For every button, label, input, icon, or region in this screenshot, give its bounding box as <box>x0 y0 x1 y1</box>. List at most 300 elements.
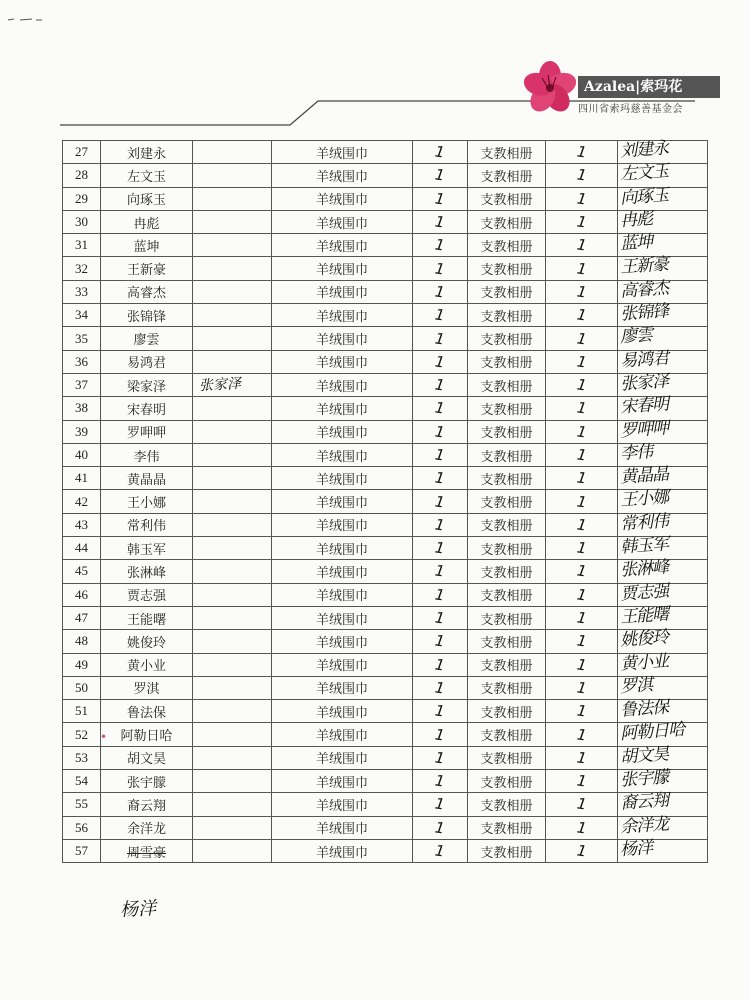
item-album: 支教相册 <box>468 583 546 606</box>
quantity-tick: 1 <box>575 305 588 325</box>
quantity-tick: 1 <box>575 142 588 162</box>
item-scarf: 羊绒围巾 <box>272 653 413 676</box>
signature-cell-left <box>193 304 272 327</box>
quantity-mark <box>546 676 618 699</box>
signature-cell-left <box>193 420 272 443</box>
recipient-name: 梁家泽 <box>101 373 193 396</box>
recipient-name: 王新豪 <box>101 257 193 280</box>
recipient-table <box>62 140 708 863</box>
quantity-tick: 1 <box>434 468 446 488</box>
item-album: 支教相册 <box>468 723 546 746</box>
row-number: 29 <box>63 187 101 210</box>
recipient-name: 张锦锋 <box>101 304 193 327</box>
quantity-tick: 1 <box>434 422 446 442</box>
quantity-tick: 1 <box>575 655 588 675</box>
quantity-mark <box>413 141 468 164</box>
item-scarf: 羊绒围巾 <box>272 746 413 769</box>
signature-cell-left <box>193 280 272 303</box>
item-scarf: 羊绒围巾 <box>272 839 413 862</box>
signature-cell-left <box>193 770 272 793</box>
quantity-tick: 1 <box>434 515 446 535</box>
item-album: 支教相册 <box>468 420 546 443</box>
foundation-name: 四川省索玛慈善基金会 <box>578 104 683 115</box>
quantity-mark <box>413 513 468 536</box>
item-scarf: 羊绒围巾 <box>272 513 413 536</box>
handwritten-signature: 裔云翔 <box>619 790 669 814</box>
recipient-name: 李伟 <box>101 443 193 466</box>
item-scarf: 羊绒围巾 <box>272 141 413 164</box>
quantity-tick: 1 <box>575 585 588 605</box>
quantity-mark <box>546 141 618 164</box>
item-scarf: 羊绒围巾 <box>272 210 413 233</box>
handwritten-signature: 高睿杰 <box>619 278 669 302</box>
handwritten-signature: 冉彪 <box>619 208 653 231</box>
quantity-tick: 1 <box>434 631 446 651</box>
quantity-tick: 1 <box>434 212 446 232</box>
quantity-mark <box>546 210 618 233</box>
item-scarf: 羊绒围巾 <box>272 467 413 490</box>
signature-cell-left <box>193 746 272 769</box>
row-number: 45 <box>63 560 101 583</box>
row-number: 50 <box>63 676 101 699</box>
quantity-mark <box>546 280 618 303</box>
recipient-name: 贾志强 <box>101 583 193 606</box>
row-number: 37 <box>63 373 101 396</box>
signature-cell-left <box>193 234 272 257</box>
item-scarf: 羊绒围巾 <box>272 537 413 560</box>
item-scarf: 羊绒围巾 <box>272 676 413 699</box>
item-album: 支教相册 <box>468 793 546 816</box>
row-number: 36 <box>63 350 101 373</box>
quantity-mark <box>413 443 468 466</box>
recipient-name: 周雪豪 <box>101 839 193 862</box>
recipient-name: 罗淇 <box>101 676 193 699</box>
quantity-tick: 1 <box>575 841 588 861</box>
quantity-tick: 1 <box>575 794 588 815</box>
item-scarf: 羊绒围巾 <box>272 443 413 466</box>
quantity-tick: 1 <box>575 235 588 255</box>
row-number: 57 <box>63 839 101 862</box>
handwritten-signature: 易鸿君 <box>619 348 669 372</box>
quantity-tick: 1 <box>434 235 446 255</box>
signature-cell-left <box>193 560 272 583</box>
quantity-mark <box>546 816 618 839</box>
item-album: 支教相册 <box>468 606 546 629</box>
handwritten-signature: 左文玉 <box>619 161 669 185</box>
handwritten-signature: 胡文昊 <box>619 744 669 768</box>
item-scarf: 羊绒围巾 <box>272 280 413 303</box>
quantity-mark <box>413 327 468 350</box>
table-row <box>63 420 708 443</box>
table-row <box>63 746 708 769</box>
quantity-tick: 1 <box>434 794 446 815</box>
quantity-mark <box>413 700 468 723</box>
table-row <box>63 723 708 746</box>
item-album: 支教相册 <box>468 560 546 583</box>
table-row <box>63 816 708 839</box>
item-scarf: 羊绒围巾 <box>272 490 413 513</box>
signature-cell-left <box>193 630 272 653</box>
signature-cell-left <box>193 164 272 187</box>
row-number: 33 <box>63 280 101 303</box>
quantity-mark <box>546 397 618 420</box>
quantity-mark <box>413 653 468 676</box>
below-table-signature: 杨洋 <box>119 898 157 921</box>
quantity-mark <box>413 816 468 839</box>
quantity-mark <box>546 490 618 513</box>
row-number: 46 <box>63 583 101 606</box>
recipient-name: 余洋龙 <box>101 816 193 839</box>
quantity-mark <box>413 630 468 653</box>
table-row <box>63 234 708 257</box>
quantity-mark <box>546 630 618 653</box>
quantity-tick: 1 <box>434 259 446 279</box>
signature-cell-left <box>193 606 272 629</box>
quantity-mark <box>413 676 468 699</box>
quantity-mark <box>546 304 618 327</box>
quantity-tick: 1 <box>575 631 588 651</box>
signature-cell-left <box>193 816 272 839</box>
signature-cell-left <box>193 187 272 210</box>
quantity-tick: 1 <box>434 492 446 512</box>
item-album: 支教相册 <box>468 537 546 560</box>
quantity-tick: 1 <box>434 305 446 325</box>
recipient-name: 蓝坤 <box>101 234 193 257</box>
table-row <box>63 630 708 653</box>
quantity-mark <box>413 257 468 280</box>
table-row <box>63 397 708 420</box>
handwritten-signature: 黄小业 <box>619 650 669 675</box>
item-scarf: 羊绒围巾 <box>272 234 413 257</box>
quantity-mark <box>413 373 468 396</box>
signature-cell <box>618 839 708 862</box>
quantity-tick: 1 <box>575 445 588 465</box>
quantity-mark <box>546 257 618 280</box>
quantity-mark <box>413 746 468 769</box>
handwritten-signature: 王新豪 <box>619 254 669 279</box>
item-album: 支教相册 <box>468 770 546 793</box>
corner-scribble <box>6 14 46 24</box>
quantity-mark <box>546 443 618 466</box>
item-scarf: 羊绒围巾 <box>272 350 413 373</box>
signature-cell-left <box>193 257 272 280</box>
table-row <box>63 141 708 164</box>
quantity-mark <box>413 350 468 373</box>
table-row <box>63 280 708 303</box>
quantity-mark <box>546 793 618 816</box>
handwritten-signature: 宋春明 <box>619 394 669 418</box>
quantity-mark <box>413 467 468 490</box>
recipient-name: 廖雲 <box>101 327 193 350</box>
handwritten-signature: 张家泽 <box>198 375 242 395</box>
item-album: 支教相册 <box>468 653 546 676</box>
row-number: 35 <box>63 327 101 350</box>
quantity-mark <box>546 583 618 606</box>
row-number: 32 <box>63 257 101 280</box>
item-album: 支教相册 <box>468 700 546 723</box>
quantity-tick: 1 <box>575 259 588 279</box>
row-number: 44 <box>63 537 101 560</box>
handwritten-signature: 王能曙 <box>619 604 669 628</box>
quantity-mark <box>413 793 468 816</box>
row-number: 39 <box>63 420 101 443</box>
quantity-tick: 1 <box>575 328 588 349</box>
recipient-name: 王小娜 <box>101 490 193 513</box>
row-number: 28 <box>63 164 101 187</box>
item-scarf: 羊绒围巾 <box>272 630 413 653</box>
quantity-mark <box>546 467 618 490</box>
quantity-mark <box>413 537 468 560</box>
item-scarf: 羊绒围巾 <box>272 257 413 280</box>
quantity-tick: 1 <box>575 165 588 186</box>
recipient-name: 裔云翔 <box>101 793 193 816</box>
handwritten-signature: 张淋峰 <box>619 557 669 581</box>
quantity-tick: 1 <box>434 189 446 209</box>
recipient-name: 胡文昊 <box>101 746 193 769</box>
signature-cell-left <box>193 443 272 466</box>
row-number: 43 <box>63 513 101 536</box>
item-scarf: 羊绒围巾 <box>272 420 413 443</box>
table-row <box>63 700 708 723</box>
quantity-tick: 1 <box>575 422 588 442</box>
quantity-tick: 1 <box>434 165 446 186</box>
row-number: 52 <box>63 723 101 746</box>
quantity-tick: 1 <box>434 748 446 768</box>
item-scarf: 羊绒围巾 <box>272 397 413 420</box>
quantity-tick: 1 <box>434 585 446 605</box>
quantity-mark <box>546 350 618 373</box>
quantity-tick: 1 <box>434 445 446 465</box>
quantity-mark <box>546 606 618 629</box>
quantity-mark <box>413 397 468 420</box>
row-number: 51 <box>63 700 101 723</box>
table-row <box>63 560 708 583</box>
quantity-mark <box>546 560 618 583</box>
signature-cell-left <box>193 700 272 723</box>
table-row <box>63 770 708 793</box>
handwritten-signature: 鲁法保 <box>619 697 669 721</box>
signature-cell-left <box>193 839 272 862</box>
quantity-tick: 1 <box>575 771 588 791</box>
item-album: 支教相册 <box>468 630 546 653</box>
handwritten-signature: 贾志强 <box>619 580 669 605</box>
item-scarf: 羊绒围巾 <box>272 304 413 327</box>
quantity-tick: 1 <box>575 375 588 395</box>
quantity-tick: 1 <box>434 771 446 791</box>
quantity-mark <box>546 164 618 187</box>
azalea-flower-icon <box>520 58 578 122</box>
quantity-tick: 1 <box>575 492 588 512</box>
table-row <box>63 537 708 560</box>
row-number: 55 <box>63 793 101 816</box>
quantity-tick: 1 <box>434 538 446 558</box>
quantity-mark <box>413 560 468 583</box>
table-row <box>63 373 708 396</box>
table-row <box>63 467 708 490</box>
handwritten-signature: 常利伟 <box>619 511 669 535</box>
recipient-name: 左文玉 <box>101 164 193 187</box>
quantity-mark <box>546 653 618 676</box>
signature-cell-left <box>193 373 272 396</box>
row-number: 47 <box>63 606 101 629</box>
row-number: 49 <box>63 653 101 676</box>
handwritten-signature: 张锦锋 <box>619 301 669 325</box>
quantity-mark <box>546 187 618 210</box>
quantity-mark <box>413 420 468 443</box>
item-album: 支教相册 <box>468 187 546 210</box>
handwritten-signature: 张宇朦 <box>619 767 669 791</box>
row-number: 27 <box>63 141 101 164</box>
quantity-mark <box>413 280 468 303</box>
row-number: 41 <box>63 467 101 490</box>
item-album: 支教相册 <box>468 304 546 327</box>
table-row <box>63 443 708 466</box>
table-row <box>63 676 708 699</box>
handwritten-signature: 李伟 <box>619 441 653 464</box>
signature-cell-left <box>193 397 272 420</box>
signature-cell-left <box>193 327 272 350</box>
handwritten-signature: 阿勒日哈 <box>619 720 685 745</box>
quantity-tick: 1 <box>575 724 588 745</box>
quantity-mark <box>413 164 468 187</box>
row-number: 48 <box>63 630 101 653</box>
quantity-mark <box>546 513 618 536</box>
quantity-mark <box>413 839 468 862</box>
item-album: 支教相册 <box>468 513 546 536</box>
quantity-mark <box>546 537 618 560</box>
quantity-tick: 1 <box>434 678 446 698</box>
quantity-tick: 1 <box>575 538 588 558</box>
quantity-tick: 1 <box>434 841 446 861</box>
quantity-tick: 1 <box>575 282 588 302</box>
row-number: 34 <box>63 304 101 327</box>
quantity-mark <box>413 770 468 793</box>
row-number: 42 <box>63 490 101 513</box>
recipient-name: 宋春明 <box>101 397 193 420</box>
signature-cell-left <box>193 653 272 676</box>
item-scarf: 羊绒围巾 <box>272 700 413 723</box>
table-row <box>63 257 708 280</box>
table-row <box>63 583 708 606</box>
quantity-mark <box>413 583 468 606</box>
item-album: 支教相册 <box>468 676 546 699</box>
quantity-tick: 1 <box>575 678 588 698</box>
row-number: 31 <box>63 234 101 257</box>
handwritten-signature: 黄晶晶 <box>619 464 669 488</box>
signature-cell-left <box>193 210 272 233</box>
signature-cell-left <box>193 350 272 373</box>
recipient-name: 鲁法保 <box>101 700 193 723</box>
quantity-mark <box>546 723 618 746</box>
quantity-tick: 1 <box>575 561 588 582</box>
quantity-tick: 1 <box>575 212 588 232</box>
quantity-tick: 1 <box>434 282 446 302</box>
item-album: 支教相册 <box>468 397 546 420</box>
row-number: 30 <box>63 210 101 233</box>
table-row <box>63 187 708 210</box>
item-album: 支教相册 <box>468 467 546 490</box>
handwritten-signature: 杨洋 <box>619 837 653 860</box>
quantity-tick: 1 <box>575 352 588 372</box>
table-row <box>63 327 708 350</box>
quantity-tick: 1 <box>434 655 446 675</box>
handwritten-signature: 韩玉军 <box>619 534 669 558</box>
recipient-name: 张淋峰 <box>101 560 193 583</box>
item-scarf: 羊绒围巾 <box>272 560 413 583</box>
table-row <box>63 164 708 187</box>
recipient-name: 向琢玉 <box>101 187 193 210</box>
quantity-mark <box>546 420 618 443</box>
recipient-name: 黄晶晶 <box>101 467 193 490</box>
recipient-name: 张宇朦 <box>101 770 193 793</box>
quantity-tick: 1 <box>434 818 446 838</box>
signature-cell-left <box>193 676 272 699</box>
item-album: 支教相册 <box>468 234 546 257</box>
quantity-tick: 1 <box>434 352 446 372</box>
handwritten-signature: 蓝坤 <box>619 232 653 255</box>
recipient-name: 王能曙 <box>101 606 193 629</box>
quantity-tick: 1 <box>575 398 588 418</box>
item-scarf: 羊绒围巾 <box>272 187 413 210</box>
signature-cell-left <box>193 141 272 164</box>
table-row <box>63 793 708 816</box>
handwritten-signature: 向琢玉 <box>619 184 669 209</box>
quantity-mark <box>546 234 618 257</box>
item-album: 支教相册 <box>468 443 546 466</box>
item-scarf: 羊绒围巾 <box>272 606 413 629</box>
signature-cell-left <box>193 513 272 536</box>
quantity-mark <box>413 234 468 257</box>
item-scarf: 羊绒围巾 <box>272 793 413 816</box>
quantity-tick: 1 <box>434 375 446 395</box>
table-row <box>63 839 708 862</box>
item-album: 支教相册 <box>468 327 546 350</box>
item-scarf: 羊绒围巾 <box>272 770 413 793</box>
signature-cell-left <box>193 793 272 816</box>
recipient-name: 冉彪 <box>101 210 193 233</box>
quantity-mark <box>546 373 618 396</box>
item-album: 支教相册 <box>468 490 546 513</box>
recipient-name: 韩玉军 <box>101 537 193 560</box>
table-row <box>63 490 708 513</box>
handwritten-signature: 余洋龙 <box>619 813 669 838</box>
handwritten-signature: 廖雲 <box>619 325 653 348</box>
quantity-tick: 1 <box>575 189 588 209</box>
quantity-tick: 1 <box>575 608 588 628</box>
brand-name: Azalea|索玛花 <box>578 76 720 98</box>
item-album: 支教相册 <box>468 839 546 862</box>
signature-cell-left <box>193 723 272 746</box>
signature-cell-left <box>193 490 272 513</box>
quantity-mark <box>413 490 468 513</box>
quantity-tick: 1 <box>575 468 588 488</box>
recipient-name: 高睿杰 <box>101 280 193 303</box>
quantity-tick: 1 <box>434 701 446 721</box>
item-scarf: 羊绒围巾 <box>272 373 413 396</box>
recipient-name: 常利伟 <box>101 513 193 536</box>
item-scarf: 羊绒围巾 <box>272 327 413 350</box>
quantity-mark <box>413 210 468 233</box>
handwritten-signature: 王小娜 <box>619 487 669 512</box>
signature-cell-left <box>193 467 272 490</box>
quantity-mark <box>413 606 468 629</box>
recipient-name: 阿勒日哈 <box>101 723 193 746</box>
foundation-logo <box>520 58 725 122</box>
table-row <box>63 210 708 233</box>
item-scarf: 羊绒围巾 <box>272 816 413 839</box>
recipient-name: 姚俊玲 <box>101 630 193 653</box>
signature-cell-left <box>193 537 272 560</box>
